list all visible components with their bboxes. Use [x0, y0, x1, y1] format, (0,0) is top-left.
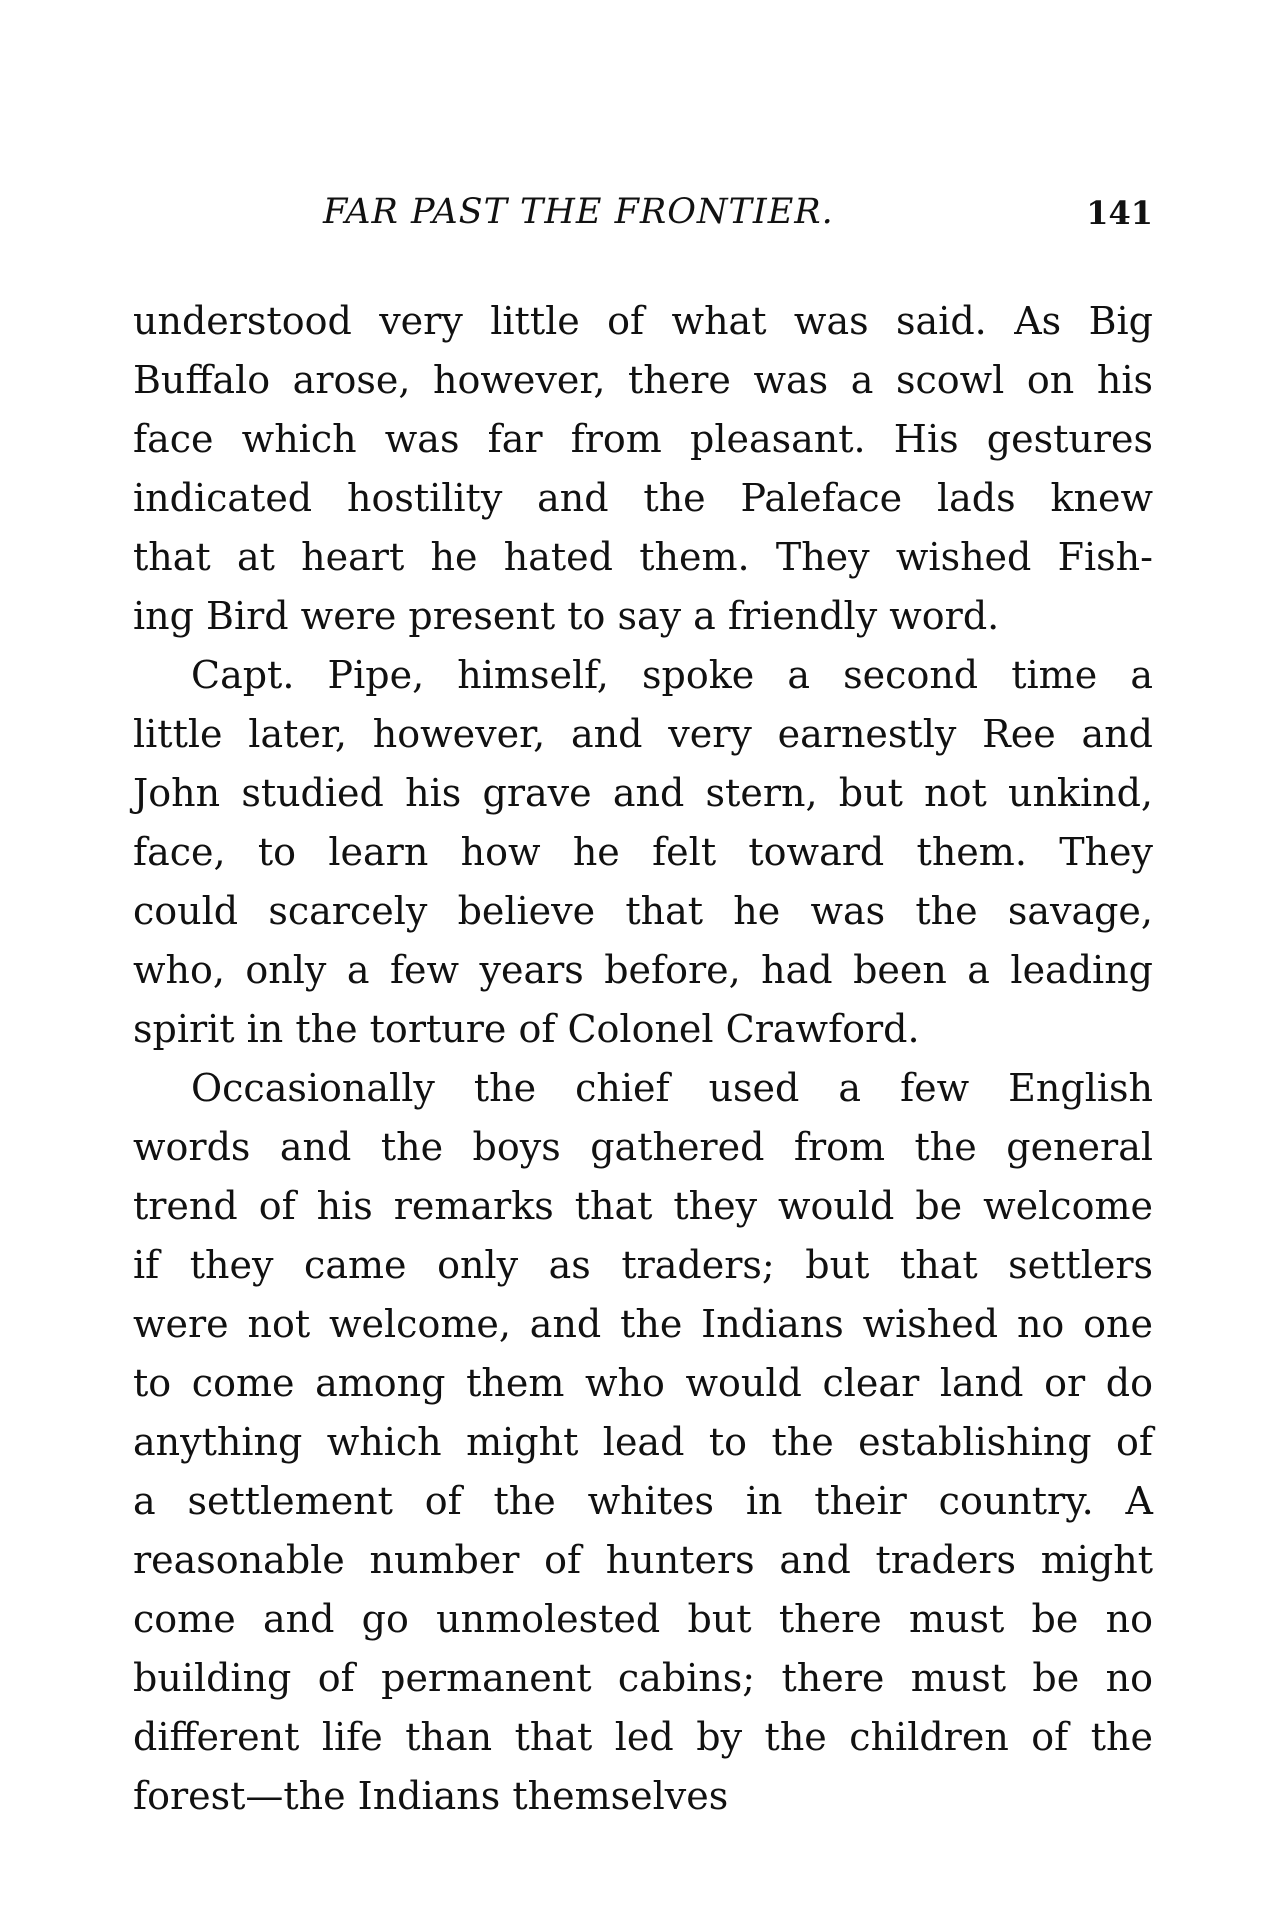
text-line: Capt. Pipe, himself, spoke a second time a [191, 653, 1153, 697]
text-line: to come among them who would clear land or do [133, 1361, 1153, 1405]
text-line: come and go unmolested but there must be no [133, 1597, 1153, 1641]
text-line: ing Bird were present to say a friendly word. [133, 594, 1000, 638]
text-line: who, only a few years before, had been a leading [133, 948, 1153, 992]
text-line: understood very little of what was said. As Big [133, 299, 1153, 343]
running-head [133, 192, 1153, 242]
text-line: forest—the Indians themselves [133, 1774, 729, 1818]
text-line: reasonable number of hunters and traders might [133, 1538, 1153, 1582]
paragraph-1 [133, 292, 1153, 646]
text-line: face, to learn how he felt toward them. They [133, 830, 1153, 874]
body-text [133, 292, 1153, 1826]
running-title: FAR PAST THE FRONTIER. [323, 192, 834, 232]
text-line: words and the boys gathered from the general [133, 1125, 1153, 1169]
text-line: that at heart he hated them. They wished Fish- [133, 535, 1153, 579]
text-line: trend of his remarks that they would be welcome [133, 1184, 1153, 1228]
text-line: anything which might lead to the establishing of [133, 1420, 1153, 1464]
text-line: Buffalo arose, however, there was a scowl on his [133, 358, 1153, 402]
text-line: were not welcome, and the Indians wished no one [133, 1302, 1153, 1346]
page-number: 141 [1086, 194, 1153, 232]
text-line: building of permanent cabins; there must be no [133, 1656, 1153, 1700]
text-line: if they came only as traders; but that settlers [133, 1243, 1153, 1287]
text-line: could scarcely believe that he was the savage, [133, 889, 1153, 933]
text-line: John studied his grave and stern, but not unkind, [133, 771, 1153, 815]
text-line: Occasionally the chief used a few English [191, 1066, 1153, 1110]
paragraph-2 [133, 646, 1153, 1059]
text-line: spirit in the torture of Colonel Crawford. [133, 1007, 920, 1051]
text-line: face which was far from pleasant. His gestures [133, 417, 1153, 461]
text-line: little later, however, and very earnestly Ree and [133, 712, 1153, 756]
text-line: a settlement of the whites in their country. A [133, 1479, 1153, 1523]
text-line: different life than that led by the children of the [133, 1715, 1153, 1759]
text-line: indicated hostility and the Paleface lads knew [133, 476, 1153, 520]
paragraph-3 [133, 1059, 1153, 1826]
